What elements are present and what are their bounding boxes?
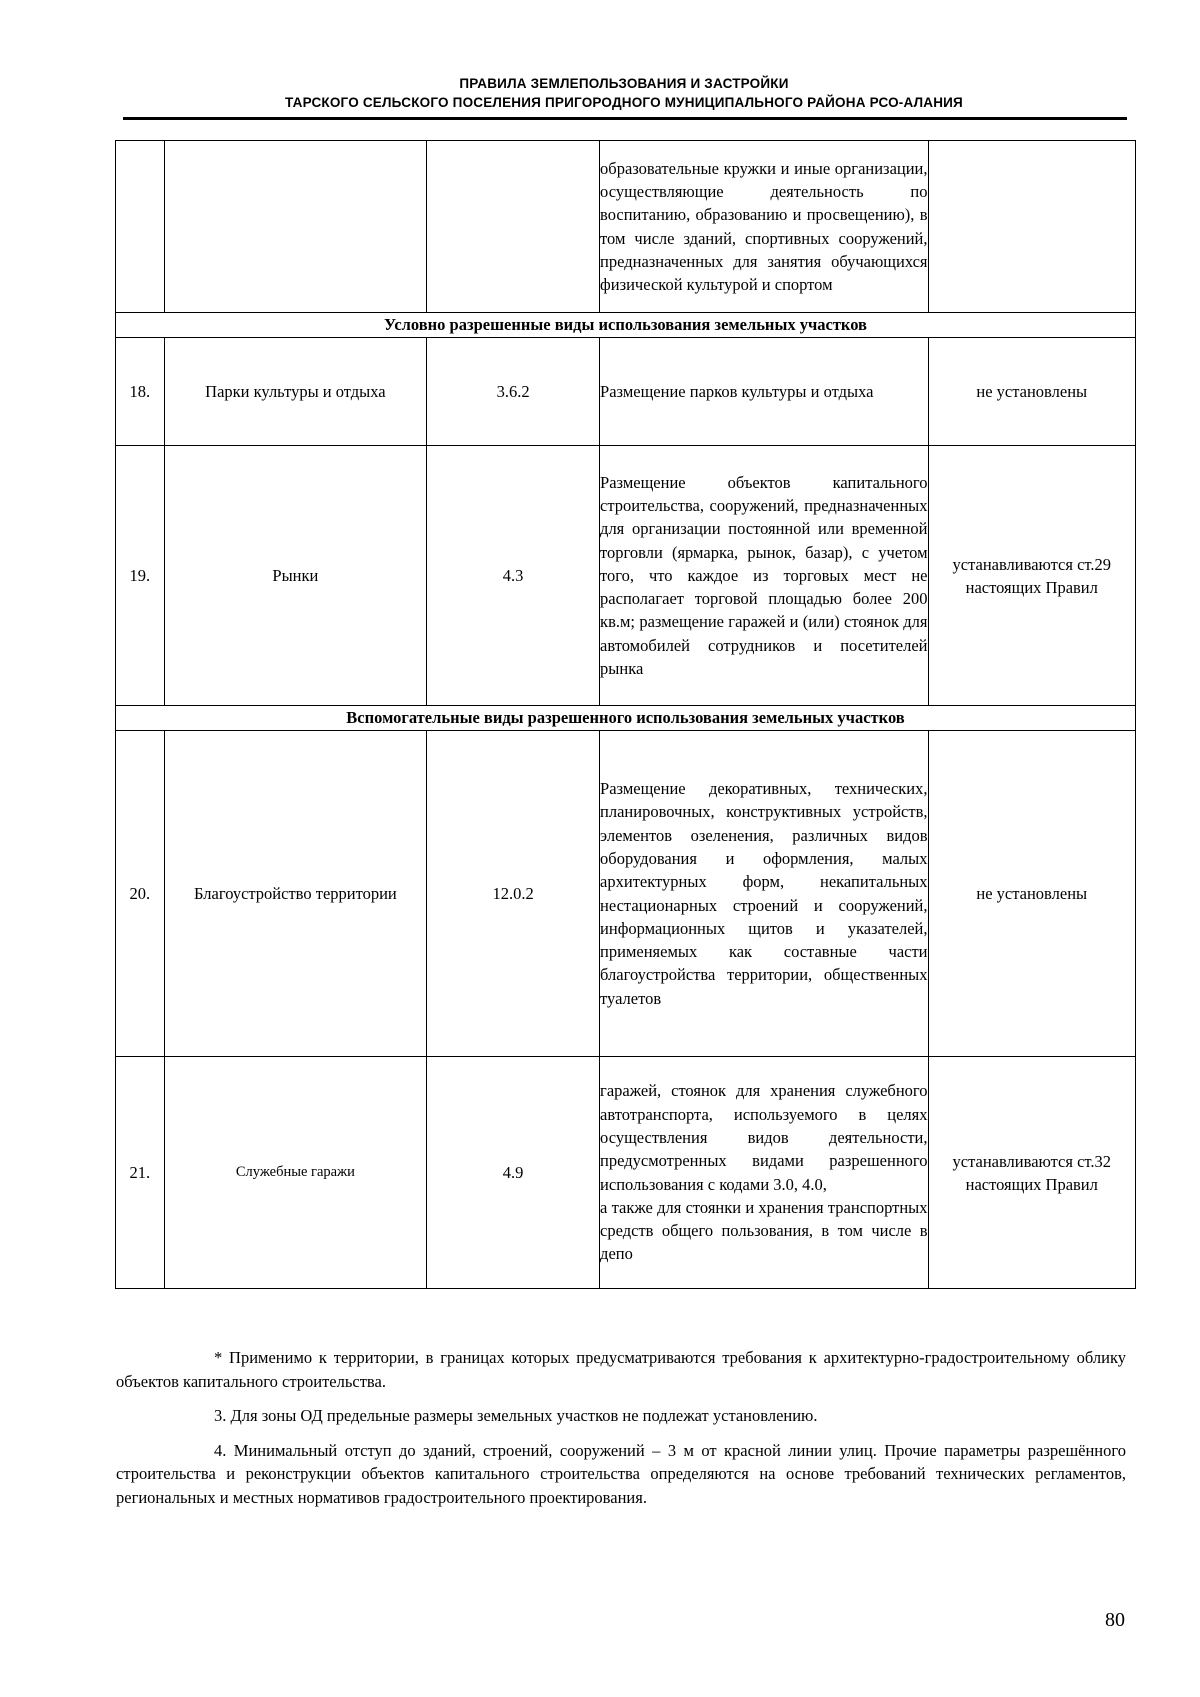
header-divider [123, 117, 1127, 120]
section-title-conditional: Условно разрешенные виды использования земельных участков [116, 313, 1136, 338]
table-row [116, 446, 1136, 706]
section-header-row [116, 706, 1136, 731]
description-text-part1: гаражей, стоянок для хранения служебного автотранспорта, используемого в целях осуществления видов деятельности, предусмотренных видами разрешенного использования с кодами 3.0, 4.0, [600, 1081, 928, 1194]
document-header [123, 74, 1125, 112]
parameters-cell: устанавливаются ст.32 настоящих Правил [928, 1057, 1135, 1289]
description-text: Размещение декоративных, технических, планировочных, конструктивных устройств, элементов озеленения, различных видов оборудования и оформления, малых архитектурных форм, некапитальных нестационарных строений и сооружений, информационных щитов и указателей, применяемых как составные части благоустройства территории, общественных туалетов [600, 779, 928, 1008]
table-row [116, 141, 1136, 313]
parameters-cell [928, 141, 1135, 313]
use-code-cell: 3.6.2 [427, 338, 600, 446]
use-code-cell [427, 141, 600, 313]
description-cell [600, 338, 928, 446]
row-number-cell: 20. [116, 731, 165, 1057]
use-name-cell: Парки культуры и отдыха [164, 338, 427, 446]
table-row [116, 1057, 1136, 1289]
row-number-cell: 19. [116, 446, 165, 706]
use-code-cell: 4.3 [427, 446, 600, 706]
description-cell [600, 731, 928, 1057]
row-number-cell: 18. [116, 338, 165, 446]
parameters-cell: не установлены [928, 731, 1135, 1057]
parameters-cell: устанавливаются ст.29 настоящих Правил [928, 446, 1135, 706]
use-name-cell [164, 141, 427, 313]
description-cell [600, 141, 928, 313]
use-name-cell: Благоустройство территории [164, 731, 427, 1057]
note-item-3: 3. Для зоны ОД предельные размеры земельных участков не подлежат установлению. [214, 1406, 818, 1425]
parameters-cell: не установлены [928, 338, 1135, 446]
description-cell [600, 446, 928, 706]
use-code-cell: 12.0.2 [427, 731, 600, 1057]
description-text: Размещение парков культуры и отдыха [600, 381, 874, 401]
description-text-part2: а также для стоянки и хранения транспортных средств общего пользования, в том числе в депо [600, 1197, 928, 1264]
row-number-cell [116, 141, 165, 313]
row-number-cell: 21. [116, 1057, 165, 1289]
description-cell [600, 1057, 928, 1289]
table-row [116, 338, 1136, 446]
use-name-cell: Служебные гаражи [164, 1057, 427, 1289]
land-use-table [115, 140, 1136, 1289]
note-item-4: 4. Минимальный отступ до зданий, строений, сооружений – 3 м от красной линии улиц. Прочие параметры разрешённого строительства и реконструкции объектов капитального строительства определяются на основе требований технических регламентов, региональных и местных нормативов градостроительного проектирования. [116, 1440, 1126, 1507]
footnote-asterisk: * Применимо к территории, в границах которых предусматриваются требования к архитектурно-градостроительному облику объектов капитального строительства. [116, 1348, 1126, 1391]
description-text: образовательные кружки и иные организации, осуществляющие деятельность по воспитанию, образованию и просвещению), в том числе зданий, спортивных сооружений, предназначенных для занятия обучающихся физической культурой и спортом [600, 158, 928, 295]
notes-section [116, 1346, 1126, 1520]
table-row [116, 731, 1136, 1057]
use-name-cell: Рынки [164, 446, 427, 706]
use-code-cell: 4.9 [427, 1057, 600, 1289]
section-header-row [116, 313, 1136, 338]
section-title-auxiliary: Вспомогательные виды разрешенного использования земельных участков [116, 706, 1136, 731]
header-title-line2: ТАРСКОГО СЕЛЬСКОГО ПОСЕЛЕНИЯ ПРИГОРОДНОГО МУНИЦИПАЛЬНОГО РАЙОНА РСО-АЛАНИЯ [285, 95, 963, 110]
page-number: 80 [1105, 1609, 1125, 1631]
header-title-line1: ПРАВИЛА ЗЕМЛЕПОЛЬЗОВАНИЯ И ЗАСТРОЙКИ [459, 76, 789, 91]
description-text: Размещение объектов капитального строительства, сооружений, предназначенных для организации постоянной или временной торговли (ярмарка, рынок, базар), с учетом того, что каждое из торговых мест не располагает торговой площадью более 200 кв.м; размещение гаражей и (или) стоянок для автомобилей сотрудников и посетителей рынка [600, 472, 928, 679]
